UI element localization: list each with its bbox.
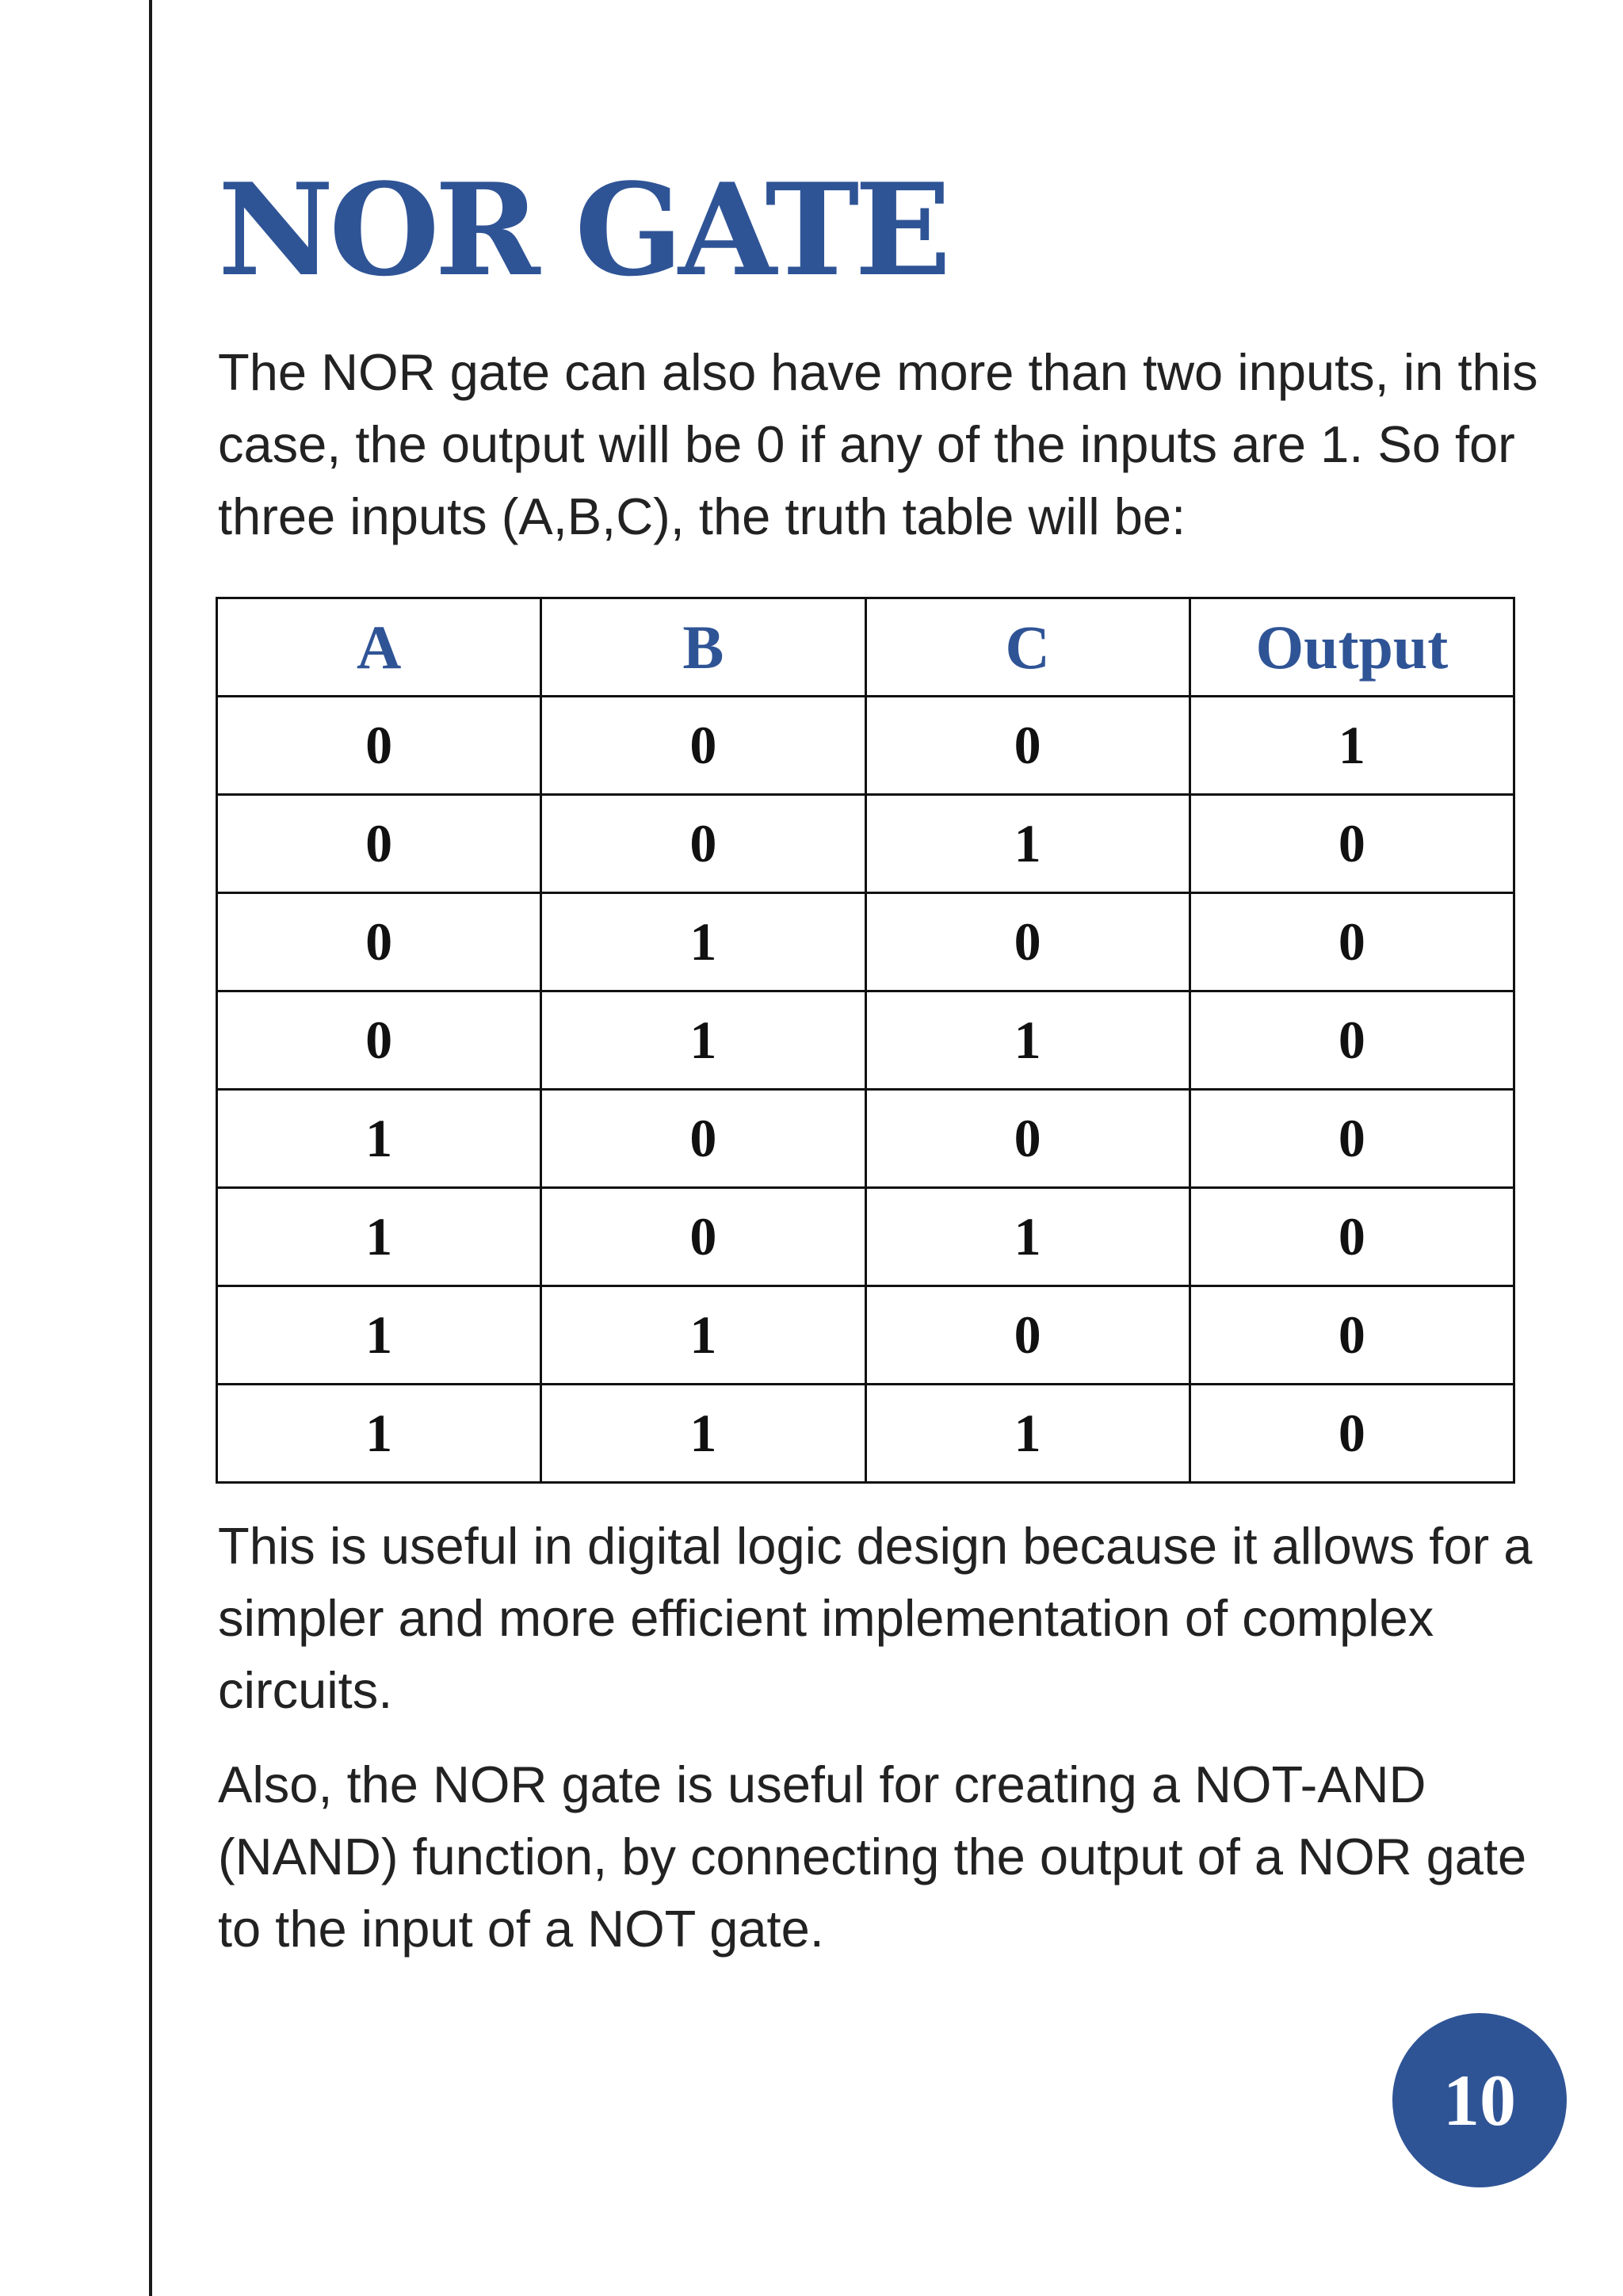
cell-a: 0	[217, 893, 541, 991]
cell-b: 0	[541, 1188, 865, 1286]
nand-paragraph: Also, the NOR gate is useful for creating a NOT-AND (NAND) function, by connecting the output of a NOR gate to the input of a NOT gate.	[218, 1755, 1527, 1958]
cell-c: 1	[865, 795, 1190, 893]
cell-c: 1	[865, 1385, 1190, 1483]
cell-c: 0	[865, 1286, 1190, 1385]
cell-a: 1	[217, 1188, 541, 1286]
cell-b: 1	[541, 991, 865, 1090]
useful-paragraph: This is useful in digital logic design because it allows for a simpler and more efficient implementation of complex circuits.	[218, 1517, 1533, 1719]
cell-output: 1	[1190, 697, 1514, 795]
table-row	[217, 991, 1514, 1090]
cell-c: 1	[865, 1188, 1190, 1286]
cell-a: 0	[217, 991, 541, 1090]
cell-output: 0	[1190, 1286, 1514, 1385]
table-row	[217, 1286, 1514, 1385]
cell-b: 1	[541, 893, 865, 991]
intro-paragraph: The NOR gate can also have more than two inputs, in this case, the output will be 0 if any of the inputs are 1. So for three inputs (A,B,C), the truth table will be:	[218, 343, 1538, 545]
cell-b: 1	[541, 1385, 865, 1483]
cell-a: 1	[217, 1090, 541, 1188]
cell-b: 0	[541, 697, 865, 795]
cell-c: 0	[865, 697, 1190, 795]
cell-output: 0	[1190, 795, 1514, 893]
cell-output: 0	[1190, 991, 1514, 1090]
truth-table	[216, 597, 1515, 1484]
table-row	[217, 893, 1514, 991]
table-row	[217, 697, 1514, 795]
cell-c: 0	[865, 893, 1190, 991]
page-number-badge	[1392, 2013, 1567, 2187]
table-row	[217, 1188, 1514, 1286]
column-header-c: C	[865, 598, 1190, 697]
table-row	[217, 1090, 1514, 1188]
cell-a: 0	[217, 795, 541, 893]
table-row	[217, 1385, 1514, 1483]
cell-c: 1	[865, 991, 1190, 1090]
cell-a: 0	[217, 697, 541, 795]
column-header-a: A	[217, 598, 541, 697]
cell-a: 1	[217, 1385, 541, 1483]
table-row	[217, 795, 1514, 893]
cell-b: 0	[541, 1090, 865, 1188]
cell-b: 1	[541, 1286, 865, 1385]
cell-output: 0	[1190, 893, 1514, 991]
column-header-b: B	[541, 598, 865, 697]
truth-table-header-row	[217, 598, 1514, 697]
page-number: 10	[1443, 2060, 1516, 2141]
cell-output: 0	[1190, 1385, 1514, 1483]
margin-rule	[149, 0, 152, 2296]
page-title: NOR GATE	[218, 155, 947, 304]
column-header-output: Output	[1190, 598, 1514, 697]
cell-b: 0	[541, 795, 865, 893]
cell-output: 0	[1190, 1090, 1514, 1188]
cell-output: 0	[1190, 1188, 1514, 1286]
cell-a: 1	[217, 1286, 541, 1385]
cell-c: 0	[865, 1090, 1190, 1188]
